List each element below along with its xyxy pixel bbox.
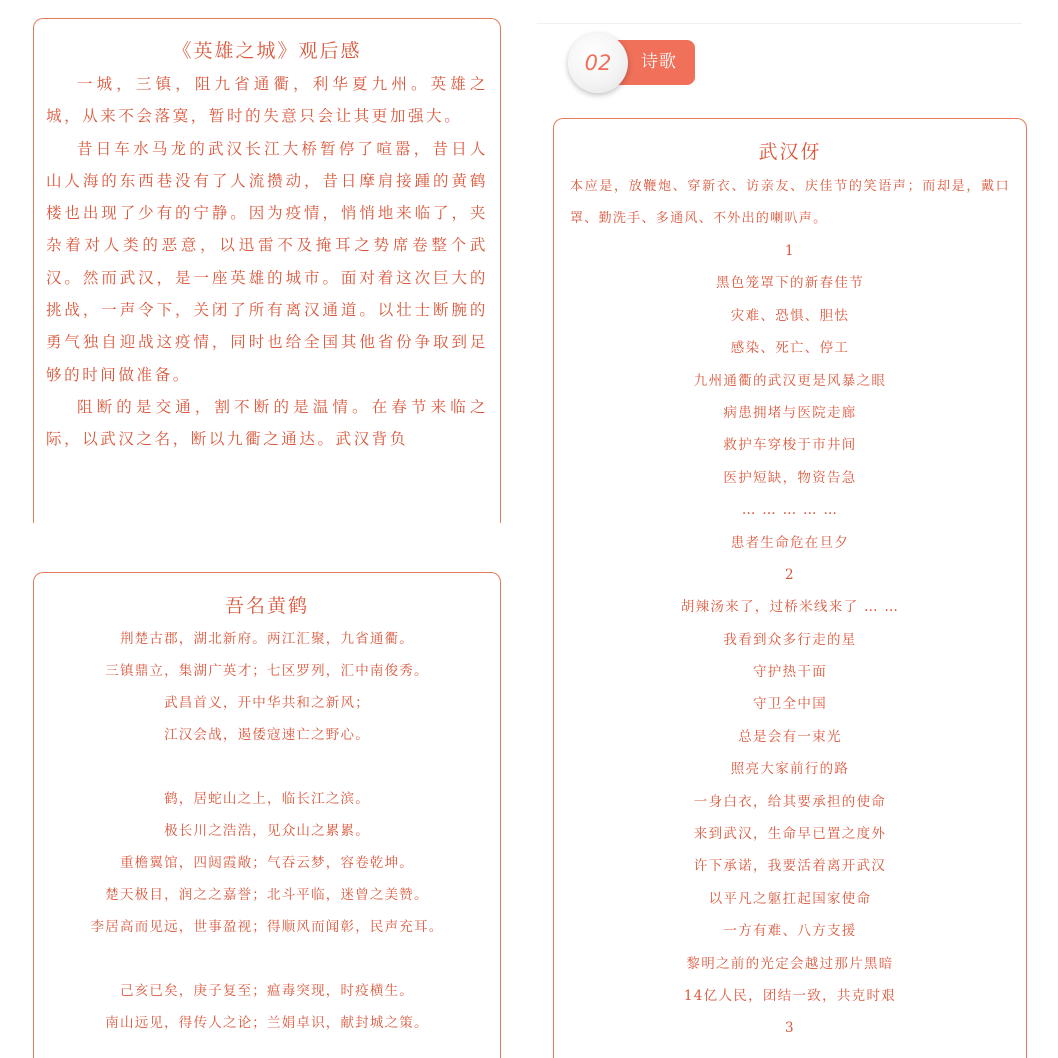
- poem-line: 九州通衢的武汉更是风暴之眼: [693, 372, 887, 389]
- poem-line: 14亿人民，团结一致，共克时艰: [683, 987, 897, 1004]
- fu-stanza-gap: [34, 751, 500, 783]
- poem-line: 守卫全中国: [753, 696, 827, 713]
- essay-card: [33, 18, 501, 523]
- fu-line: 重檐翼馆，四闼霞敞；气吞云梦，容卷乾坤。: [120, 855, 414, 871]
- poem-line: 1: [785, 243, 795, 259]
- poem-line: 以平凡之躯扛起国家使命: [708, 890, 872, 907]
- poem-lines: [554, 235, 1026, 1045]
- poem-line: 医护短缺，物资告急: [723, 469, 857, 486]
- essay-body: [34, 64, 500, 456]
- poem-intro: 本应是，放鞭炮、穿新衣、访亲友、庆佳节的笑语声；而却是，戴口罩、勤洗手、多通风、不外出的喇叭声。: [570, 179, 1010, 226]
- poem-line: 守护热干面: [753, 664, 827, 681]
- poem-line: 灾难、恐惧、胆怯: [730, 307, 850, 324]
- poem-line: 一方有难、八方支援: [723, 923, 857, 940]
- fu-stanza-gap: [34, 943, 500, 975]
- poem-card: [553, 118, 1027, 1058]
- fu-line: 李居高而见远，世事盈视；得顺风而闻彰，民声充耳。: [90, 919, 444, 935]
- poem-line: 胡辣汤来了，过桥米线来了 … …: [680, 599, 900, 616]
- essay-paragraph: 昔日车水马龙的武汉长江大桥暂停了喧嚣，昔日人山人海的东西巷没有了人流攒动，昔日摩肩接踵的黄鹤楼也出现了少有的宁静。因为疫情，悄悄地来临了，夹杂着对人类的恶意，以迅雷不及掩耳之势席卷整个武汉。然而武汉，是一座英雄的城市。面对着这次巨大的挑战，一声令下，关闭了所有离汉通道。以壮士断腕的勇气独自迎战这疫情，同时也给全国其他省份争取到足够的时间做准备。: [46, 139, 488, 384]
- poem-line: 黑色笼罩下的新春佳节: [716, 275, 864, 292]
- fu-body: [34, 619, 500, 1039]
- fu-line: 楚天极目，润之之嘉誉；北斗平临，迷曾之美赞。: [105, 887, 429, 903]
- fu-line: 极长川之浩浩，见众山之累累。: [164, 823, 370, 839]
- fu-line: 三镇鼎立，集湖广英才；七区罗列，汇中南俊秀。: [105, 663, 429, 679]
- poem-line: … … … … …: [741, 502, 839, 519]
- poem-line: 3: [785, 1020, 795, 1037]
- essay-paragraph: 阻断的是交通，割不断的是温情。在春节来临之际，以武汉之名，断以九衢之通达。武汉背负: [46, 397, 488, 449]
- essay-title: 《英雄之城》观后感: [172, 40, 362, 62]
- poem-line: 来到武汉，生命早已置之度外: [693, 826, 887, 843]
- fu-title: 吾名黄鹤: [224, 595, 309, 617]
- poem-line: 患者生命危在旦夕: [730, 534, 850, 551]
- poem-line: 总是会有一束光: [738, 728, 842, 745]
- fu-line: 鹤，居蛇山之上，临长江之滨。: [164, 791, 370, 807]
- fu-card: [33, 572, 501, 1058]
- essay-paragraph: 一城，三镇，阻九省通衢，利华夏九州。英雄之城，从来不会落寞，暂时的失意只会让其更加强大。: [46, 75, 488, 126]
- poem-title: 武汉伢: [758, 141, 822, 163]
- section-number-circle: [568, 33, 628, 93]
- section-number: 02: [584, 51, 612, 75]
- poem-line: 照亮大家前行的路: [730, 761, 850, 778]
- poem-line: 病患拥堵与医院走廊: [723, 404, 857, 421]
- fu-line: 武昌首义，开中华共和之新风；: [164, 695, 370, 711]
- poem-line: 2: [785, 566, 795, 583]
- fu-line: 南山远见，得传人之论；兰娟卓识，献封城之策。: [105, 1015, 429, 1031]
- fu-line: 荆楚古郡，湖北新府。两江汇聚，九省通衢。: [120, 631, 414, 647]
- top-divider: [537, 23, 1022, 24]
- poem-line: 感染、死亡、停工: [730, 340, 850, 357]
- poem-line: 救护车穿梭于市井间: [723, 437, 857, 454]
- poem-line: 许下承诺，我要活着离开武汉: [693, 858, 887, 875]
- section-badge-label: 诗歌: [641, 52, 677, 72]
- fu-line: 江汉会战，遏倭寇速亡之野心。: [164, 727, 370, 743]
- poem-line: 黎明之前的光定会越过那片黑暗: [686, 955, 894, 972]
- poem-line: 一身白衣，给其要承担的使命: [693, 793, 887, 810]
- poem-line: 我看到众多行走的星: [723, 631, 857, 648]
- fu-line: 己亥已矣，庚子复至；瘟毒突现，时疫横生。: [120, 983, 414, 999]
